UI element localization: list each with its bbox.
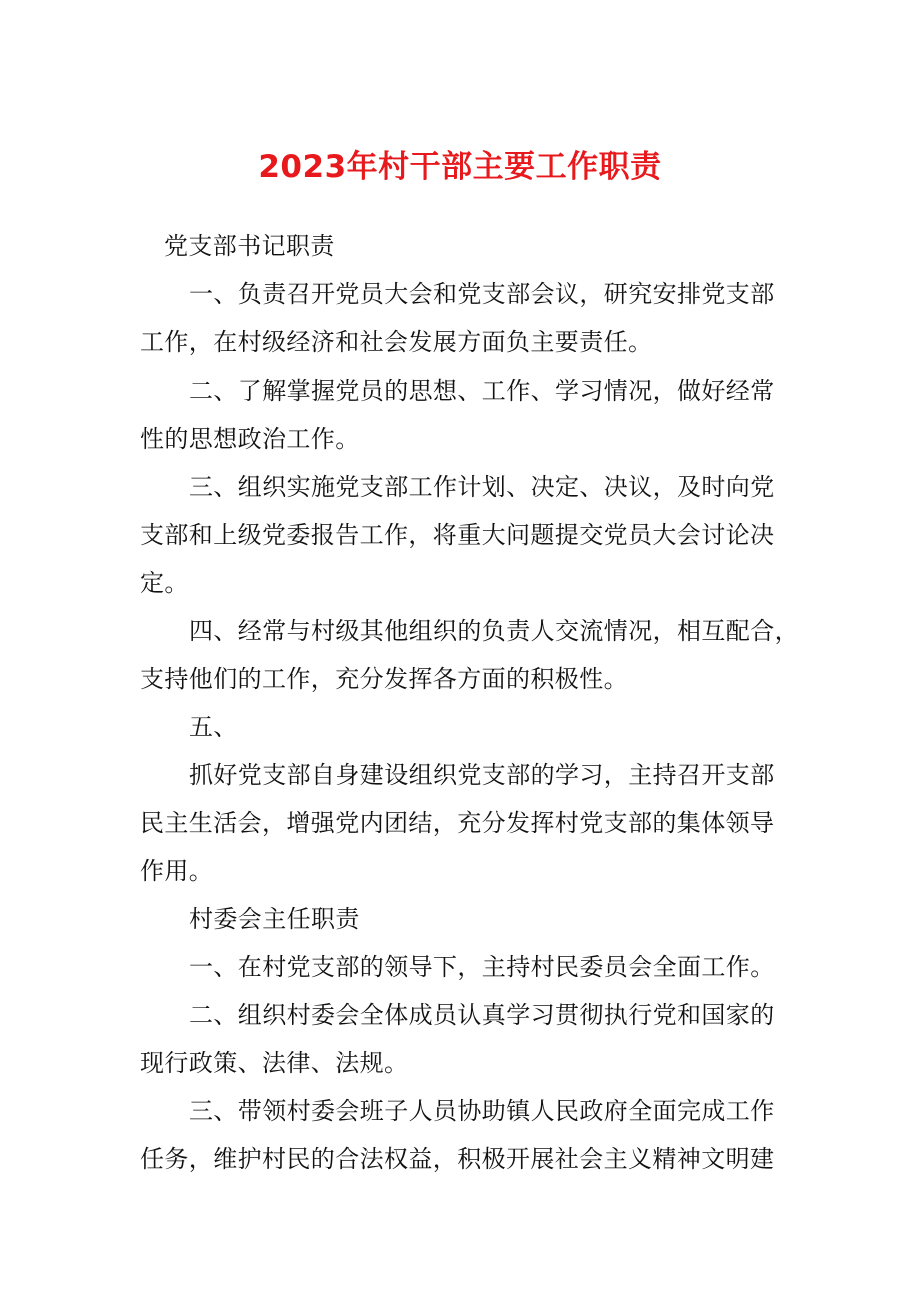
paragraph-line: 支部和上级党委报告工作，将重大问题提交党员大会讨论决 — [140, 521, 775, 549]
paragraph-line: 二、了解掌握党员的思想、工作、学习情况，做好经常 — [189, 377, 775, 405]
paragraph-line: 四、经常与村级其他组织的负责人交流情况，相互配合， — [189, 617, 799, 645]
paragraph-line: 三、组织实施党支部工作计划、决定、决议，及时向党 — [189, 473, 775, 501]
paragraph-line: 五、 — [189, 713, 238, 741]
paragraph-line: 民主生活会，增强党内团结，充分发挥村党支部的集体领导 — [140, 809, 775, 837]
paragraph-line: 工作，在村级经济和社会发展方面负主要责任。 — [140, 328, 653, 356]
paragraph-line: 抓好党支部自身建设组织党支部的学习，主持召开支部 — [189, 761, 775, 789]
paragraph-line: 一、在村党支部的领导下，主持村民委员会全面工作。 — [189, 953, 775, 981]
paragraph-line: 任务，维护村民的合法权益，积极开展社会主义精神文明建 — [140, 1145, 775, 1173]
section-heading-party-secretary: 党支部书记职责 — [164, 232, 335, 260]
paragraph-line: 三、带领村委会班子人员协助镇人民政府全面完成工作 — [189, 1097, 775, 1125]
section-heading-village-director: 村委会主任职责 — [189, 905, 360, 933]
paragraph-line: 现行政策、法律、法规。 — [140, 1049, 409, 1077]
paragraph-line: 一、负责召开党员大会和党支部会议，研究安排党支部 — [189, 280, 775, 308]
paragraph-line: 二、组织村委会全体成员认真学习贯彻执行党和国家的 — [189, 1001, 775, 1029]
paragraph-line: 性的思想政治工作。 — [140, 425, 360, 453]
paragraph-line: 作用。 — [140, 857, 214, 885]
paragraph-line: 支持他们的工作，充分发挥各方面的积极性。 — [140, 665, 628, 693]
paragraph-line: 定。 — [140, 569, 189, 597]
page-title: 2023年村干部主要工作职责 — [258, 149, 662, 185]
